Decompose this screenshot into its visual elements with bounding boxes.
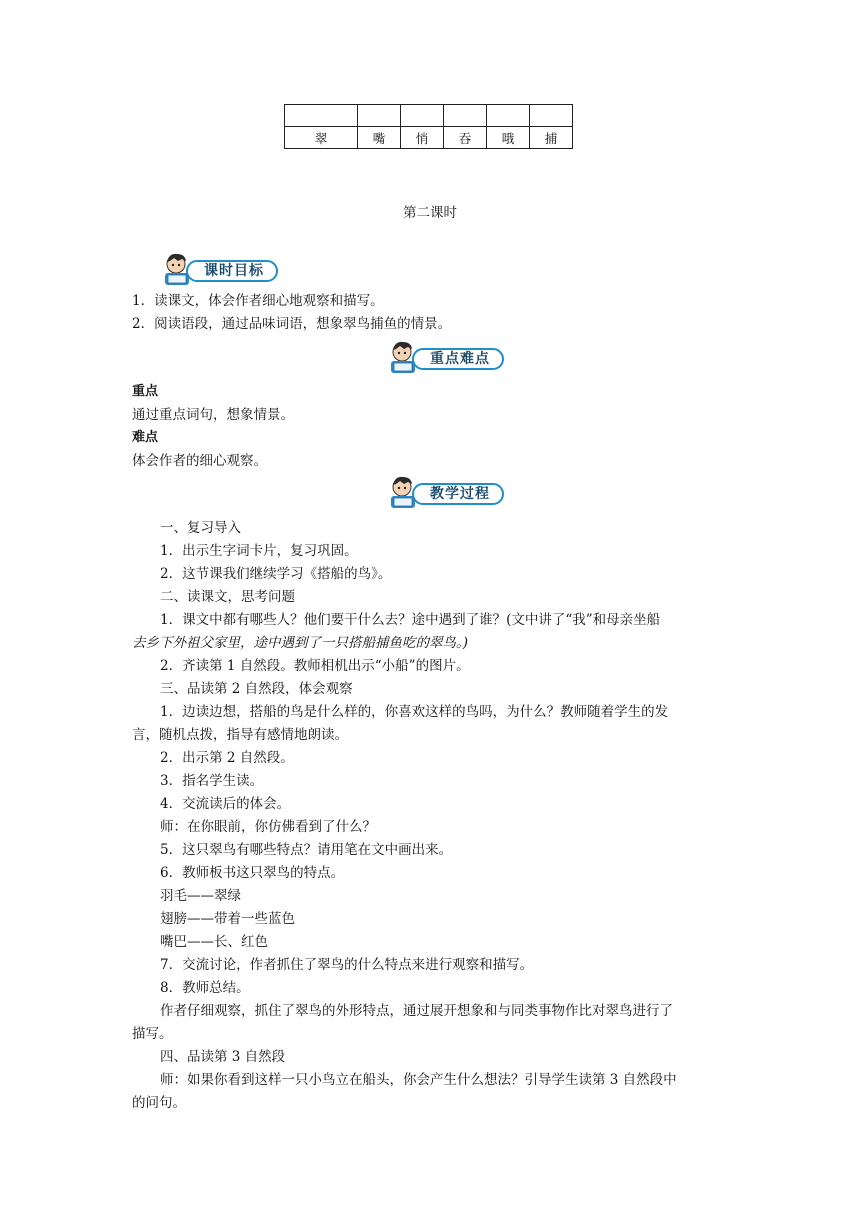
student-reading-icon [386, 339, 422, 375]
table-cell [487, 105, 530, 127]
process-item-continuation: 言，随机点拨，指导有感情地朗读。 [132, 727, 348, 743]
process-item: 7．交流讨论，作者抓住了翠鸟的什么特点来进行观察和描写。 [160, 957, 534, 973]
key-label: 重点 [132, 384, 159, 399]
table-cell: 吞 [444, 127, 487, 149]
process-item: 2．齐读第 1 自然段。教师相机出示“小船”的图片。 [160, 658, 470, 674]
key-points-badge [386, 339, 506, 375]
section-heading: 四、品读第 3 自然段 [160, 1049, 286, 1065]
process-item: 4．交流读后的体会。 [160, 796, 291, 812]
section-heading: 一、复习导入 [160, 520, 241, 536]
table-cell [530, 105, 573, 127]
process-item: 5．这只翠鸟有哪些特点？请用笔在文中画出来。 [160, 842, 453, 858]
goal-item: 1．读课文，体会作者细心地观察和描写。 [132, 293, 384, 309]
process-item: 8．教师总结。 [160, 980, 250, 996]
character-table [284, 104, 573, 149]
process-item: 2．出示第 2 自然段。 [160, 750, 294, 766]
feature-item: 翅膀——带着一些蓝色 [160, 911, 295, 927]
process-item: 1．课文中都有哪些人？他们要干什么去？途中遇到了谁？(文中讲了“我”和母亲坐船 [160, 612, 661, 628]
teacher-question: 师：如果你看到这样一只小鸟立在船头，你会产生什么想法？引导学生读第 3 自然段中 [160, 1072, 677, 1088]
process-item: 2．这节课我们继续学习《搭船的鸟》。 [160, 566, 392, 582]
table-row-characters [285, 127, 573, 149]
table-cell: 悄 [401, 127, 444, 149]
student-reading-icon [160, 251, 196, 287]
goals-badge-label: 课时目标 [186, 260, 278, 282]
table-cell [285, 105, 358, 127]
table-cell [444, 105, 487, 127]
key-points-badge-label: 重点难点 [412, 348, 504, 370]
student-reading-icon [386, 474, 422, 510]
table-cell [401, 105, 444, 127]
feature-item: 嘴巴——长、红色 [160, 934, 268, 950]
process-item: 1．边读边想，搭船的鸟是什么样的，你喜欢这样的鸟吗，为什么？教师随着学生的发 [160, 704, 669, 720]
feature-item: 羽毛——翠绿 [160, 888, 241, 904]
difficulty-text: 体会作者的细心观察。 [132, 453, 267, 469]
section-heading: 三、品读第 2 自然段，体会观察 [160, 681, 353, 697]
process-item: 6．教师板书这只翠鸟的特点。 [160, 865, 345, 881]
process-item: 1．出示生字词卡片，复习巩固。 [160, 543, 358, 559]
teacher-question-continuation: 的问句。 [132, 1095, 186, 1111]
summary-text-continuation: 描写。 [132, 1026, 173, 1042]
table-cell: 哦 [487, 127, 530, 149]
teacher-question: 师：在你眼前，你仿佛看到了什么？ [160, 819, 376, 835]
difficulty-label: 难点 [132, 430, 159, 445]
table-cell: 翠 [285, 127, 358, 149]
key-text: 通过重点词句，想象情景。 [132, 407, 294, 423]
table-row-blank [285, 105, 573, 127]
process-item: 3．指名学生读。 [160, 773, 264, 789]
lesson-title: 第二课时 [403, 205, 457, 221]
process-badge [386, 474, 506, 510]
section-heading: 二、读课文，思考问题 [160, 589, 295, 605]
process-item-continuation: 去乡下外祖父家里，途中遇到了一只搭船捕鱼吃的翠鸟。) [132, 635, 469, 651]
process-badge-label: 教学过程 [412, 483, 504, 505]
summary-text: 作者仔细观察，抓住了翠鸟的外形特点，通过展开想象和与同类事物作比对翠鸟进行了 [160, 1003, 673, 1019]
table-cell: 捕 [530, 127, 573, 149]
goals-badge [160, 251, 280, 287]
table-cell: 嘴 [358, 127, 401, 149]
table-cell [358, 105, 401, 127]
goal-item: 2．阅读语段，通过品味词语，想象翠鸟捕鱼的情景。 [132, 316, 452, 332]
